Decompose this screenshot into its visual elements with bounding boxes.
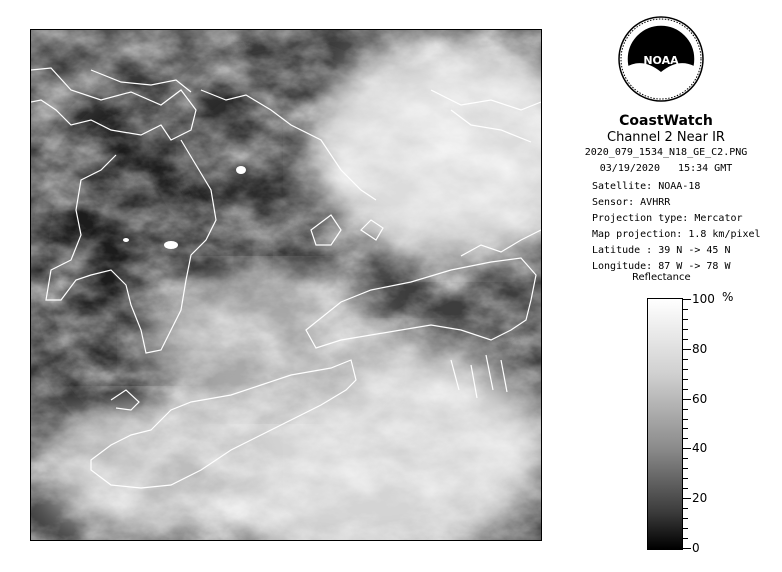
legend-title: Reflectance: [632, 272, 691, 283]
minor-tick: [683, 488, 688, 489]
noaa-logo-icon: [618, 16, 704, 102]
legend-unit: %: [722, 290, 734, 304]
minor-tick: [683, 379, 688, 380]
tick-label: 80: [692, 342, 708, 356]
major-tick: [683, 299, 691, 300]
cloud-texture: [31, 30, 541, 540]
minor-tick: [683, 528, 688, 529]
tick-label: 0: [692, 541, 700, 555]
time-text: 15:34 GMT: [678, 163, 733, 174]
meta-map-projection: Map projection: 1.8 km/pixel: [592, 229, 761, 240]
major-tick: [683, 548, 691, 549]
meta-satellite: Satellite: NOAA-18: [592, 181, 701, 192]
minor-tick: [683, 538, 688, 539]
minor-tick: [683, 478, 688, 479]
minor-tick: [683, 508, 688, 509]
minor-tick: [683, 468, 688, 469]
logo-text: NOAA: [643, 54, 679, 67]
tick-label: 100: [692, 292, 715, 306]
minor-tick: [683, 389, 688, 390]
satellite-image: [30, 29, 542, 541]
file-name: 2020_079_1534_N18_GE_C2.PNG: [584, 147, 748, 158]
major-tick: [683, 448, 691, 449]
tick-label: 60: [692, 392, 708, 406]
meta-projection-type: Projection type: Mercator: [592, 213, 743, 224]
brand-title: CoastWatch: [619, 113, 713, 129]
satellite-map: [31, 30, 541, 540]
meta-sensor: Sensor: AVHRR: [592, 197, 671, 208]
meta-latitude: Latitude : 39 N -> 45 N: [592, 245, 731, 256]
minor-tick: [683, 319, 688, 320]
minor-tick: [683, 438, 688, 439]
date-text: 03/19/2020: [599, 163, 660, 174]
tick-label: 40: [692, 441, 708, 455]
minor-tick: [683, 419, 688, 420]
minor-tick: [683, 369, 688, 370]
minor-tick: [683, 428, 688, 429]
minor-tick: [683, 329, 688, 330]
meta-longitude: Longitude: 87 W -> 78 W: [592, 261, 731, 272]
date-time: [555, 163, 777, 174]
major-tick: [683, 399, 691, 400]
minor-tick: [683, 339, 688, 340]
minor-tick: [683, 409, 688, 410]
major-tick: [683, 349, 691, 350]
reflectance-colorbar: [647, 298, 683, 550]
tick-label: 20: [692, 491, 708, 505]
minor-tick: [683, 518, 688, 519]
minor-tick: [683, 458, 688, 459]
minor-tick: [683, 309, 688, 310]
channel-label: Channel 2 Near IR: [607, 130, 725, 145]
major-tick: [683, 498, 691, 499]
minor-tick: [683, 359, 688, 360]
